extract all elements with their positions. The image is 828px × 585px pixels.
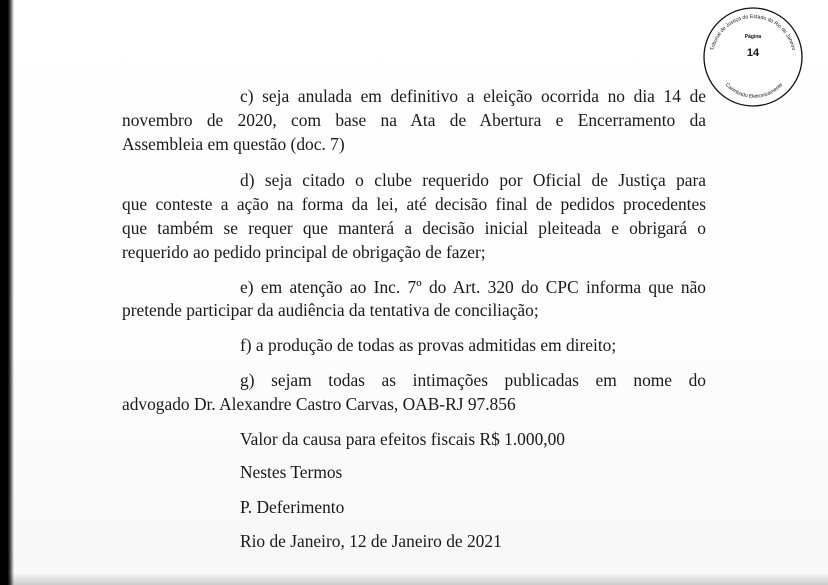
page-shadow-left [0, 0, 14, 585]
para-c-line-2: novembro de 2020, com base na Ata de Abertura e Encerramento da [122, 110, 706, 130]
seal-arc-top-text: Tribunal de Justiça do Estado do Rio de Janeiro [709, 13, 797, 52]
para-d-line-1: d) seja citado o clube requerido por Oficial de Justiça para [240, 170, 706, 190]
para-e-line-2: pretende participar da audiência da tentativa de conciliação; [122, 300, 539, 320]
para-f-line: f) a produção de todas as provas admitidas em direito; [240, 335, 617, 355]
page-shadow-bottom [0, 573, 828, 585]
seal-arc-bottom-text: Carimbado Eletronicamente [723, 82, 785, 100]
para-e-line-1: e) em atenção ao Inc. 7º do Art. 320 do CPC informa que não [240, 277, 706, 297]
court-seal-stamp [702, 6, 804, 108]
para-c-line-1: c) seja anulada em definitivo a eleição ocorrida no dia 14 de [240, 86, 706, 106]
closing-nestes-termos: Nestes Termos [240, 462, 343, 482]
para-d-line-4: requerido ao pedido principal de obrigação de fazer; [122, 242, 486, 262]
para-g-line-1: g) sejam todas as intimações publicadas em nome do [240, 370, 706, 390]
para-d-line-2: que conteste a ação na forma da lei, até decisão final de pedidos procedentes [122, 194, 706, 214]
seal-page-label: Página [744, 34, 762, 40]
valor-causa: Valor da causa para efeitos fiscais R$ 1.000,00 [240, 429, 566, 449]
seal-page-number: 14 [746, 47, 760, 59]
place-date: Rio de Janeiro, 12 de Janeiro de 2021 [240, 531, 502, 551]
closing-deferimento: P. Deferimento [240, 497, 345, 517]
para-d-line-3: que também se requer que manterá a decisão inicial pleiteada e obrigará o [122, 218, 706, 238]
para-g-line-2: advogado Dr. Alexandre Castro Carvas, OAB-RJ 97.856 [122, 394, 516, 414]
para-c-line-3: Assembleia em questão (doc. 7) [122, 134, 345, 154]
